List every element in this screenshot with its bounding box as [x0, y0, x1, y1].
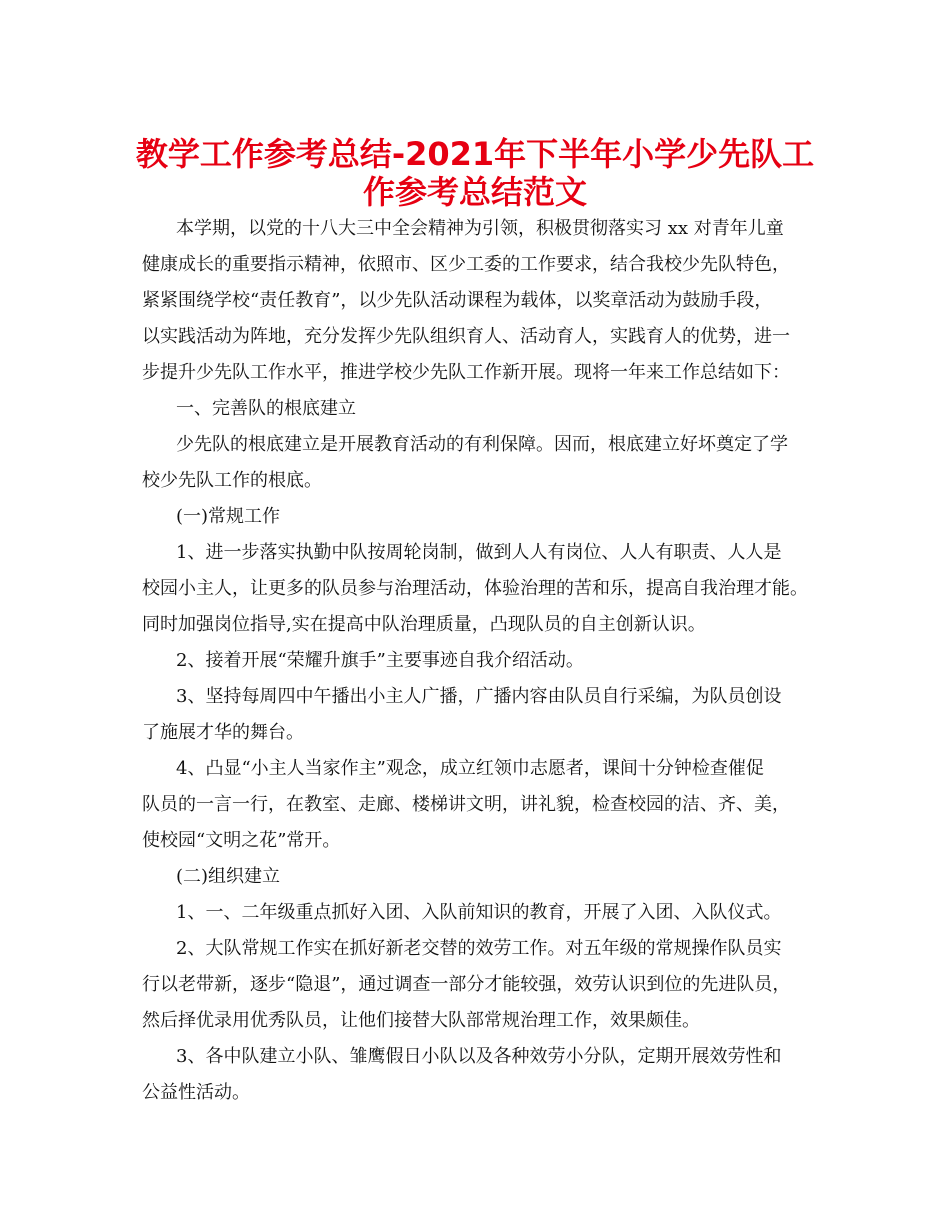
paragraph-line: 校少先队工作的根底。: [142, 470, 322, 491]
subsection-heading: (一)常规工作: [176, 506, 281, 527]
paragraph-line: 使校园“文明之花”常开。: [142, 830, 341, 851]
paragraph-line: 2、大队常规工作实在抓好新老交替的效劳工作。对五年级的常规操作队员实: [176, 938, 782, 959]
document-title-line-1: 教学工作参考总结-2021年下半年小学少先队工: [135, 135, 815, 173]
paragraph-line: 公益性活动。: [142, 1082, 250, 1103]
paragraph-line: 同时加强岗位指导,实在提高中队治理质量，凸现队员的自主创新认识。: [142, 614, 706, 635]
paragraph-line: 3、各中队建立小队、雏鹰假日小队以及各种效劳小分队，定期开展效劳性和: [176, 1046, 782, 1067]
paragraph-line: 本学期，以党的十八大三中全会精神为引领，积极贯彻落实习 xx 对青年儿童: [176, 218, 784, 239]
document-title-line-2: 作参考总结范文: [362, 173, 587, 211]
paragraph-line: 行以老带新，逐步“隐退”，通过调查一部分才能较强，效劳认识到位的先进队员，: [142, 974, 791, 995]
paragraph-line: 2、接着开展“荣耀升旗手”主要事迹自我介绍活动。: [176, 650, 584, 671]
paragraph-line: 然后择优录用优秀队员，让他们接替大队部常规治理工作，效果颇佳。: [142, 1010, 700, 1031]
paragraph-line: 3、坚持每周四中午播出小主人广播，广播内容由队员自行采编，为队员创设: [176, 686, 782, 707]
paragraph-line: 4、凸显“小主人当家作主”观念，成立红领巾志愿者，课间十分钟检查催促: [176, 758, 764, 779]
paragraph-line: 健康成长的重要指示精神，依照市、区少工委的工作要求，结合我校少先队特色，: [142, 254, 790, 275]
paragraph-line: 队员的一言一行，在教室、走廊、楼梯讲文明，讲礼貌，检查校园的洁、齐、美，: [142, 794, 790, 815]
paragraph-line: 少先队的根底建立是开展教育活动的有利保障。因而，根底建立好坏奠定了学: [176, 434, 788, 455]
paragraph-line: 了施展才华的舞台。: [142, 722, 304, 743]
paragraph-line: 1、一、二年级重点抓好入团、入队前知识的教育，开展了入团、入队仪式。: [176, 902, 782, 923]
paragraph-line: 步提升少先队工作水平，推进学校少先队工作新开展。现将一年来工作总结如下：: [142, 362, 790, 383]
paragraph-line: 1、进一步落实执勤中队按周轮岗制，做到人人有岗位、人人有职责、人人是: [176, 542, 782, 563]
paragraph-line: 以实践活动为阵地，充分发挥少先队组织育人、活动育人，实践育人的优势，进一: [142, 326, 790, 347]
paragraph-line: 紧紧围绕学校“责任教育”，以少先队活动课程为载体，以奖章活动为鼓励手段，: [142, 290, 773, 311]
paragraph-line: 校园小主人，让更多的队员参与治理活动，体验治理的苦和乐，提高自我治理才能。: [142, 578, 808, 599]
section-heading: 一、完善队的根底建立: [176, 398, 356, 419]
subsection-heading: (二)组织建立: [176, 866, 281, 887]
